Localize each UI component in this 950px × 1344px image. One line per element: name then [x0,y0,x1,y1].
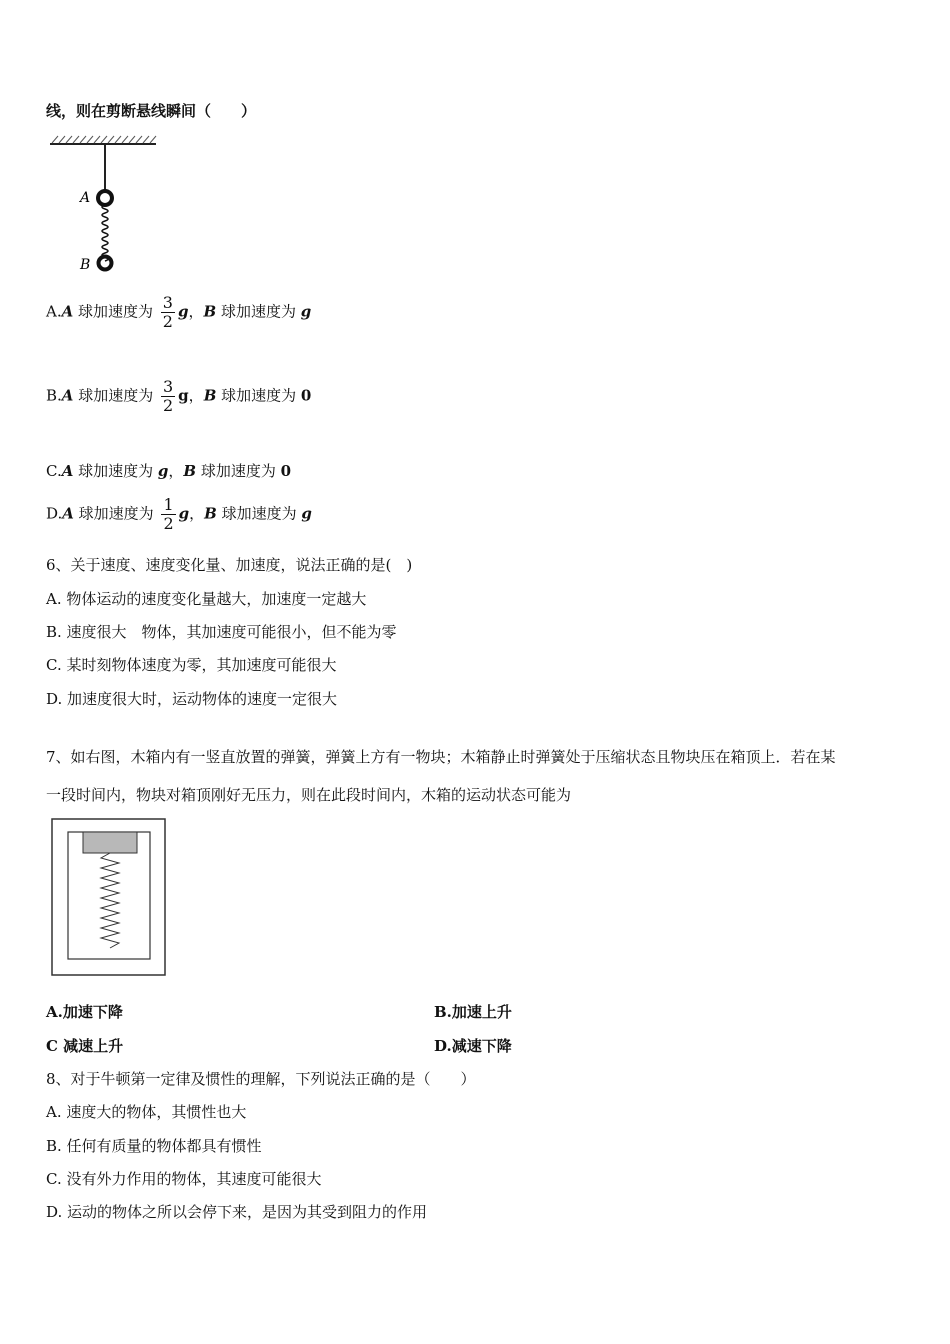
fraction [161,496,175,533]
option-text: 球加速度为 [73,386,158,405]
q7-stem-line-2: 一段时间内，物块对箱顶刚好无压力，则在此段时间内，木箱的运动状态可能为 [46,786,572,804]
label-b: B [80,257,91,273]
q7-option-c: C 减速上升 [46,1037,124,1055]
g-symbol: g [157,462,169,480]
q8-option-c: C. 没有外力作用的物体，其速度可能很大 [46,1170,322,1188]
ball-a-symbol: A [61,302,74,321]
ball-a-symbol: A [61,462,74,480]
ball-b-symbol: B [203,302,217,321]
fraction-numerator: 3 [162,293,173,312]
option-prefix: D. [46,504,63,523]
option-text: 球加速度为 [73,302,158,321]
q8-option-a: A. 速度大的物体，其惯性也大 [46,1103,247,1121]
separator: ， [168,462,184,480]
fraction-denominator: 2 [163,514,174,533]
q6-option-b: B. 速度很大 物体，其加速度可能很小，但不能为零 [46,623,397,641]
g-symbol: g [178,504,190,523]
option-text: 球加速度为 [73,462,158,480]
q8-stem: 8、对于牛顿第一定律及惯性的理解，下列说法正确的是（ ） [46,1070,476,1088]
fraction-denominator: 2 [162,396,174,415]
option-text: 球加速度为 [216,386,301,405]
g-symbol: g [301,504,312,523]
separator: ， [189,504,205,523]
separator: ， [188,386,204,405]
g-symbol: g [300,302,312,321]
q7-option-d: D.减速下降 [434,1037,512,1055]
ball-a-symbol: A [61,386,74,405]
ball-b-symbol: B [203,386,217,405]
g-symbol: g [177,302,189,321]
q7-option-a: A.加速下降 [46,1003,123,1021]
q6-option-d: D. 加速度很大时，运动物体的速度一定很大 [46,690,338,708]
option-prefix: A. [46,302,62,321]
q5-option-b [46,378,311,415]
q6-option-c: C. 某时刻物体速度为零，其加速度可能很大 [46,656,337,674]
g-symbol: g [178,386,189,405]
option-text: 球加速度为 [216,504,302,523]
ball-b-symbol: B [204,504,217,523]
spring-ball-figure [44,132,164,277]
fraction-denominator: 2 [162,312,173,331]
ball-b-symbol: B [183,462,197,480]
q5-stem-tail: 线，则在剪断悬线瞬间（ ） [46,102,257,120]
label-a: A [80,190,91,206]
q5-option-a [46,294,311,331]
option-text: 球加速度为 [216,302,301,321]
fraction [161,378,175,415]
option-text: 球加速度为 [73,504,159,523]
separator: ， [188,302,204,321]
q8-option-d: D. 运动的物体之所以会停下来，是因为其受到阻力的作用 [46,1203,428,1221]
value-zero: 0 [280,462,292,480]
box-spring-figure [51,818,167,978]
q7-option-b: B.加速上升 [434,1003,512,1021]
fraction-numerator: 1 [163,495,174,514]
q5-option-c [46,461,291,481]
option-prefix: B. [46,386,62,405]
value-zero: 0 [300,386,312,405]
q8-option-b: B. 任何有质量的物体都具有惯性 [46,1137,262,1155]
fraction [161,294,175,331]
q6-option-a: A. 物体运动的速度变化量越大，加速度一定越大 [46,590,367,608]
option-prefix: C. [46,462,62,480]
fraction-numerator: 3 [162,377,174,396]
option-text: 球加速度为 [196,462,281,480]
ball-a-symbol: A [62,504,74,523]
q6-stem: 6、关于速度、速度变化量、加速度，说法正确的是( ) [46,556,413,574]
q7-stem-line-1: 7、如右图，木箱内有一竖直放置的弹簧，弹簧上方有一物块；木箱静止时弹簧处于压缩状态且物块压在箱顶上．若在某 [46,748,836,766]
q5-option-d [46,496,312,533]
